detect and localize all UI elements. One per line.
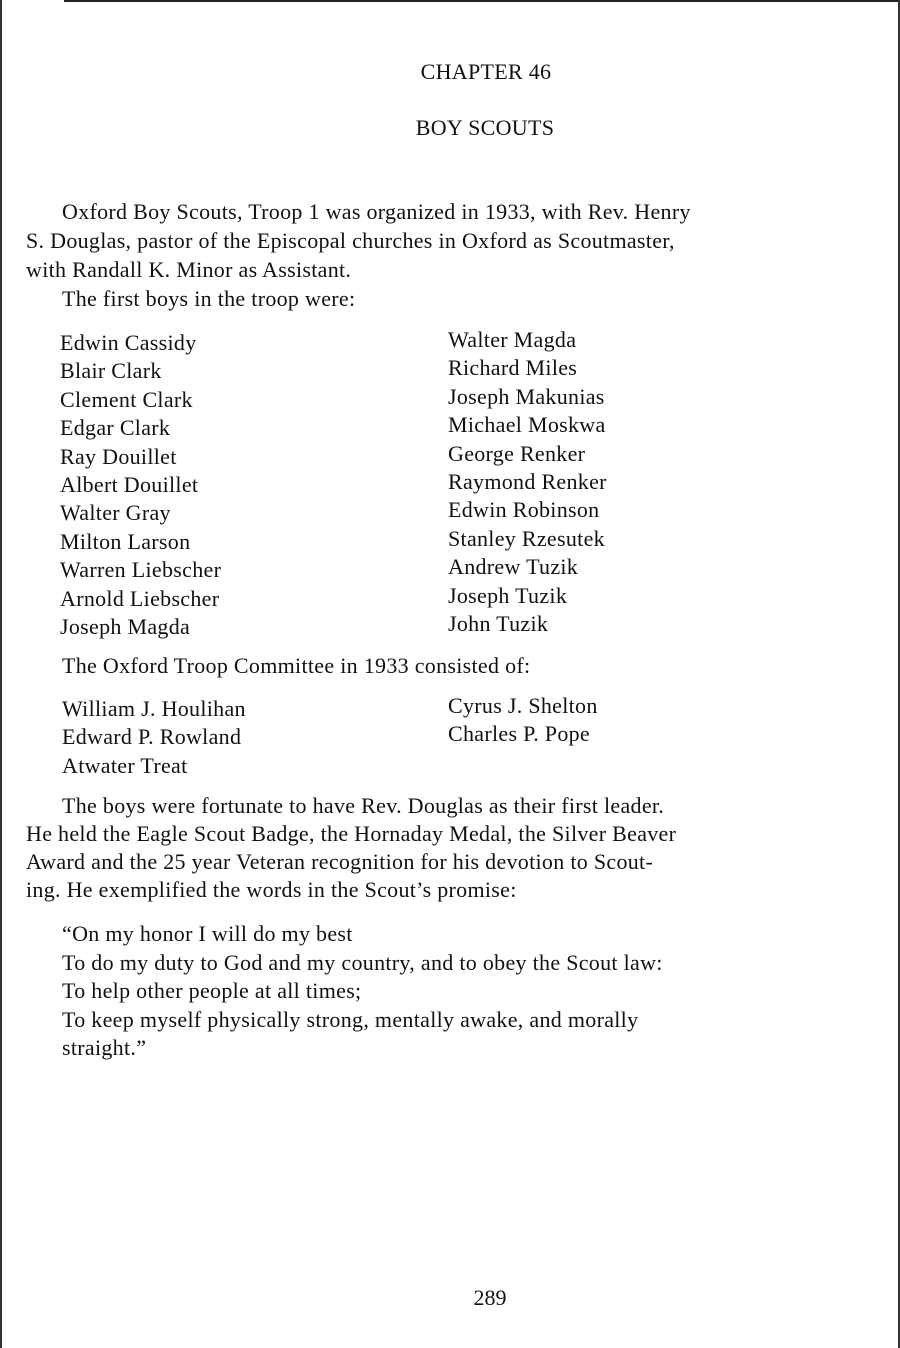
- list-item: Edwin Robinson: [448, 497, 600, 523]
- list-item: William J. Houlihan: [62, 696, 246, 721]
- list-item: Stanley Rzesutek: [448, 525, 605, 551]
- list-item: Atwater Treat: [62, 752, 188, 778]
- page-top-border: [64, 0, 898, 2]
- list-item: Charles P. Pope: [448, 721, 590, 747]
- list-item: Raymond Renker: [448, 469, 607, 495]
- list-item: Joseph Tuzik: [448, 582, 568, 608]
- intro-line-4: The first boys in the troop were:: [62, 286, 356, 311]
- list-item: John Tuzik: [448, 611, 549, 637]
- list-item: Joseph Makunias: [448, 383, 605, 409]
- list-item: Edward P. Rowland: [62, 724, 242, 750]
- list-item: Walter Magda: [448, 327, 577, 352]
- promise-line: To help other people at all times;: [62, 978, 362, 1003]
- list-item: Edwin Cassidy: [60, 330, 197, 355]
- list-item: Edgar Clark: [60, 415, 171, 441]
- intro-line-3: with Randall K. Minor as Assistant.: [26, 257, 352, 282]
- list-item: Michael Moskwa: [448, 412, 606, 438]
- intro-line-2: S. Douglas, pastor of the Episcopal churches in Oxford as Scoutmaster,: [26, 228, 675, 253]
- first-boys-right-column: [448, 326, 607, 638]
- list-item: Clement Clark: [60, 386, 193, 412]
- list-item: Milton Larson: [60, 528, 191, 554]
- first-boys-left-column: [60, 329, 221, 641]
- list-item: Warren Liebscher: [60, 557, 222, 583]
- list-item: Ray Douillet: [60, 443, 177, 469]
- list-item: Arnold Liebscher: [60, 585, 220, 611]
- list-item: Joseph Magda: [60, 614, 191, 640]
- douglas-line-4: ing. He exemplified the words in the Scout’s promise:: [26, 877, 517, 902]
- committee-intro: The Oxford Troop Committee in 1933 consisted of:: [62, 653, 531, 678]
- promise-line: straight.”: [62, 1035, 147, 1060]
- promise-line: “On my honor I will do my best: [62, 921, 353, 946]
- committee-right-column: [448, 692, 598, 749]
- list-item: Albert Douillet: [60, 472, 199, 498]
- list-item: Richard Miles: [448, 355, 578, 381]
- douglas-line-1: The boys were fortunate to have Rev. Douglas as their first leader.: [62, 793, 665, 818]
- list-item: Walter Gray: [60, 500, 171, 526]
- douglas-line-3: Award and the 25 year Veteran recognition for his devotion to Scout-: [26, 849, 654, 874]
- list-item: Cyrus J. Shelton: [448, 693, 598, 718]
- list-item: Andrew Tuzik: [448, 554, 579, 580]
- list-item: George Renker: [448, 440, 586, 466]
- promise-line: To keep myself physically strong, mentally awake, and morally: [62, 1006, 639, 1032]
- committee-left-column: [62, 695, 246, 780]
- chapter-title: BOY SCOUTS: [415, 115, 555, 140]
- douglas-line-2: He held the Eagle Scout Badge, the Hornaday Medal, the Silver Beaver: [26, 821, 677, 846]
- chapter-heading: CHAPTER 46: [420, 59, 552, 84]
- scout-promise: [62, 920, 663, 1063]
- intro-line-1: Oxford Boy Scouts, Troop 1 was organized in 1933, with Rev. Henry: [62, 199, 691, 224]
- page-number: 289: [473, 1285, 507, 1310]
- page-left-border: [0, 0, 2, 1348]
- list-item: Blair Clark: [60, 358, 162, 384]
- promise-line: To do my duty to God and my country, and to obey the Scout law:: [62, 949, 663, 975]
